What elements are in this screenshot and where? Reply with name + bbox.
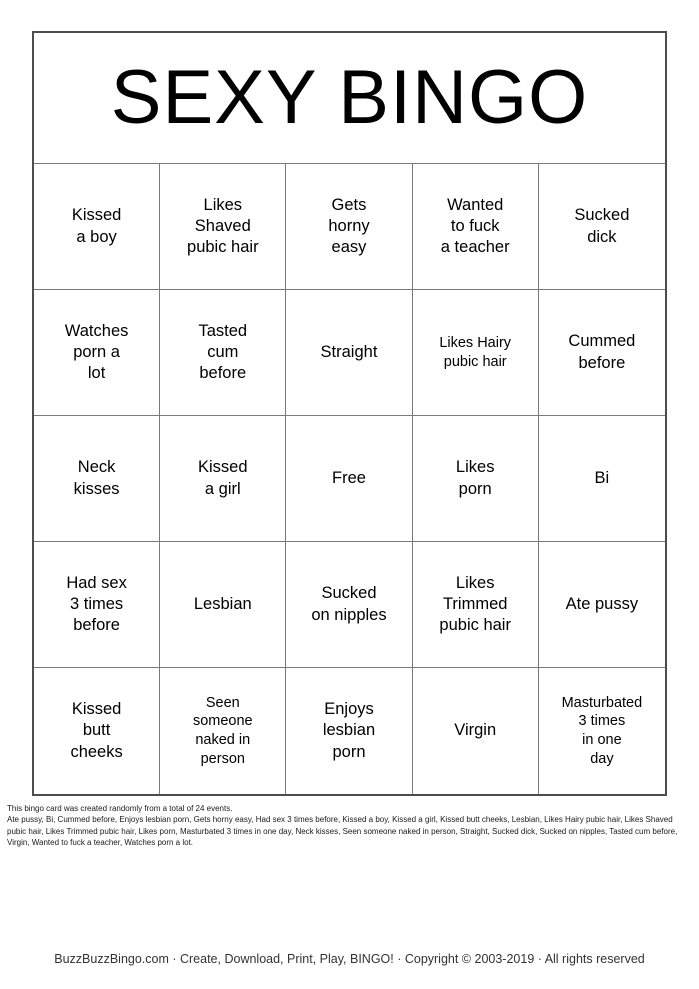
bingo-cell[interactable] xyxy=(34,542,160,668)
bingo-cell-label: Likes Trimmed pubic hair xyxy=(439,573,511,635)
bingo-cell[interactable] xyxy=(413,164,539,290)
bingo-cell-label: Likes porn xyxy=(455,458,495,498)
card-title: SEXY BINGO xyxy=(110,55,589,140)
bingo-cell-label: Neck kisses xyxy=(73,458,120,498)
footnote xyxy=(7,803,691,848)
bingo-cell-label: Gets horny easy xyxy=(328,195,370,257)
bingo-cell-label: Cummed before xyxy=(568,332,636,372)
bingo-cell-label: Sucked dick xyxy=(574,206,630,246)
bingo-card xyxy=(32,31,667,796)
bingo-cell[interactable] xyxy=(286,542,412,668)
footer-text: BuzzBuzzBingo.com · Create, Download, Print, Play, BINGO! · Copyright © 2003-2019 · All rights reserved xyxy=(54,952,645,966)
bingo-cell-label: Tasted cum before xyxy=(198,321,248,383)
site-footer xyxy=(0,952,699,966)
card-title-band xyxy=(34,33,665,164)
bingo-cell[interactable] xyxy=(160,668,286,794)
bingo-cell[interactable] xyxy=(413,290,539,416)
bingo-cell-label: Virgin xyxy=(454,721,497,740)
bingo-cell[interactable] xyxy=(160,542,286,668)
bingo-cell[interactable] xyxy=(539,542,665,668)
bingo-cell[interactable] xyxy=(34,416,160,542)
bingo-cell-label: Likes Shaved pubic hair xyxy=(187,195,259,257)
bingo-cell-label: Bi xyxy=(594,468,610,487)
bingo-cell-label: Masturbated 3 times in one day xyxy=(561,694,643,767)
bingo-cell-label: Seen someone naked in person xyxy=(192,694,253,767)
bingo-cell-label: Wanted to fuck a teacher xyxy=(440,195,510,257)
bingo-cell[interactable] xyxy=(413,542,539,668)
bingo-cell[interactable] xyxy=(539,668,665,794)
bingo-cell[interactable] xyxy=(286,290,412,416)
bingo-cell[interactable] xyxy=(539,416,665,542)
bingo-cell[interactable] xyxy=(539,164,665,290)
bingo-cell-label: Lesbian xyxy=(193,594,252,613)
bingo-cell-label: Enjoys lesbian porn xyxy=(322,700,376,761)
bingo-cell[interactable] xyxy=(160,416,286,542)
bingo-cell[interactable] xyxy=(539,290,665,416)
bingo-cell-label: Straight xyxy=(320,342,378,361)
bingo-cell-label: Likes Hairy pubic hair xyxy=(439,334,512,370)
bingo-cell-label: Had sex 3 times before xyxy=(66,573,127,635)
bingo-grid xyxy=(34,164,665,794)
bingo-cell-label: Kissed a girl xyxy=(198,458,248,498)
bingo-cell[interactable] xyxy=(286,668,412,794)
footnote-events-list: Ate pussy, Bi, Cummed before, Enjoys lesbian porn, Gets horny easy, Had sex 3 times before, Kissed a boy, Kissed a girl, Kissed butt cheeks, Lesbian, Likes Hairy pubic hair, Likes Shaved pubic hair, Likes Trimmed pubic hair, Likes porn, Masturbated 3 times in one day, Neck kisses, Seen someone naked in person, Straight, Sucked dick, Sucked on nipples, Tasted cum before, Virgin, Wanted to fuck a teacher, Watches porn a lot. xyxy=(7,815,678,848)
bingo-cell[interactable] xyxy=(160,164,286,290)
bingo-cell-label: Ate pussy xyxy=(565,594,639,613)
bingo-cell-label: Kissed a boy xyxy=(71,206,122,246)
bingo-cell-label: Sucked on nipples xyxy=(311,584,387,624)
bingo-cell[interactable] xyxy=(34,290,160,416)
bingo-cell[interactable] xyxy=(34,668,160,794)
bingo-cell[interactable] xyxy=(413,668,539,794)
bingo-cell-label: Kissed butt cheeks xyxy=(70,700,123,761)
bingo-cell[interactable] xyxy=(413,416,539,542)
bingo-cell[interactable] xyxy=(160,290,286,416)
bingo-cell-free[interactable] xyxy=(286,416,412,542)
bingo-cell[interactable] xyxy=(286,164,412,290)
bingo-cell-label: Free xyxy=(332,468,366,487)
footnote-summary: This bingo card was created randomly from a total of 24 events. xyxy=(7,804,233,813)
bingo-cell-label: Watches porn a lot xyxy=(64,321,129,383)
bingo-cell[interactable] xyxy=(34,164,160,290)
